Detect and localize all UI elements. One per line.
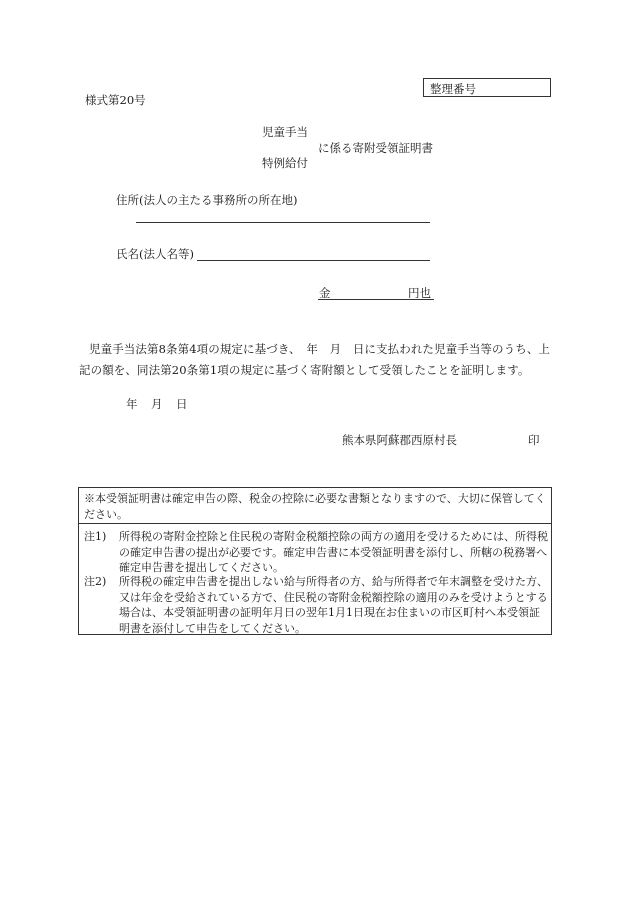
name-label: 氏名(法人名等) bbox=[116, 247, 194, 261]
storage-notice: ※本受領証明書は確定申告の際、税金の控除に必要な書類となりますので、大切に保管してください。 bbox=[79, 488, 551, 524]
amount-suffix: 円也 bbox=[408, 286, 431, 300]
address-underline[interactable] bbox=[136, 222, 430, 223]
issue-date: 年 月 日 bbox=[126, 397, 189, 411]
amount-prefix: 金 bbox=[319, 286, 331, 300]
name-underline[interactable] bbox=[197, 260, 430, 261]
note-1-text: 所得税の寄附金控除と住民税の寄附金税額控除の両方の適用を受けるためには、所得税の確定申告書の提出が必要です。確定申告書に本受領証明書を添付し、所轄の税務署へ確定申告書を提出してください。 bbox=[119, 530, 548, 574]
reference-number-label: 整理番号 bbox=[430, 82, 476, 96]
note-2-text: 所得税の確定申告書を提出しない給与所得者の方、給与所得者で年末調整を受けた方、又は年金を受給されている方で、住民税の寄附金税額控除の適用のみを受けようとする場合は、本受領証明書の証明年月日の翌年1月1日現在お住まいの市区町村へ本受領証明書を添付して申告をしてください。 bbox=[119, 575, 548, 635]
form-number: 様式第20号 bbox=[85, 93, 146, 107]
note-1-label: 注1) bbox=[84, 530, 107, 543]
seal-mark: 印 bbox=[528, 433, 540, 447]
certification-text: 児童手当法第8条第4項の規定に基づき、 年 月 日に支払われた児童手当等のうち、上記の額を、同法第20条第1項の規定に基づく寄附額として受領したことを証明します。 bbox=[79, 342, 551, 377]
title-line-3: 特例給付 bbox=[262, 156, 308, 170]
note-2-label: 注2) bbox=[84, 575, 107, 588]
amount-underline[interactable] bbox=[318, 299, 434, 300]
issuer-name: 熊本県阿蘇郡西原村長 bbox=[342, 433, 457, 447]
reference-number-box[interactable] bbox=[423, 78, 551, 97]
title-line-2: に係る寄附受領証明書 bbox=[318, 141, 433, 155]
notes-box bbox=[78, 487, 552, 635]
title-line-1: 児童手当 bbox=[262, 125, 308, 139]
address-label: 住所(法人の主たる事務所の所在地) bbox=[116, 193, 298, 207]
